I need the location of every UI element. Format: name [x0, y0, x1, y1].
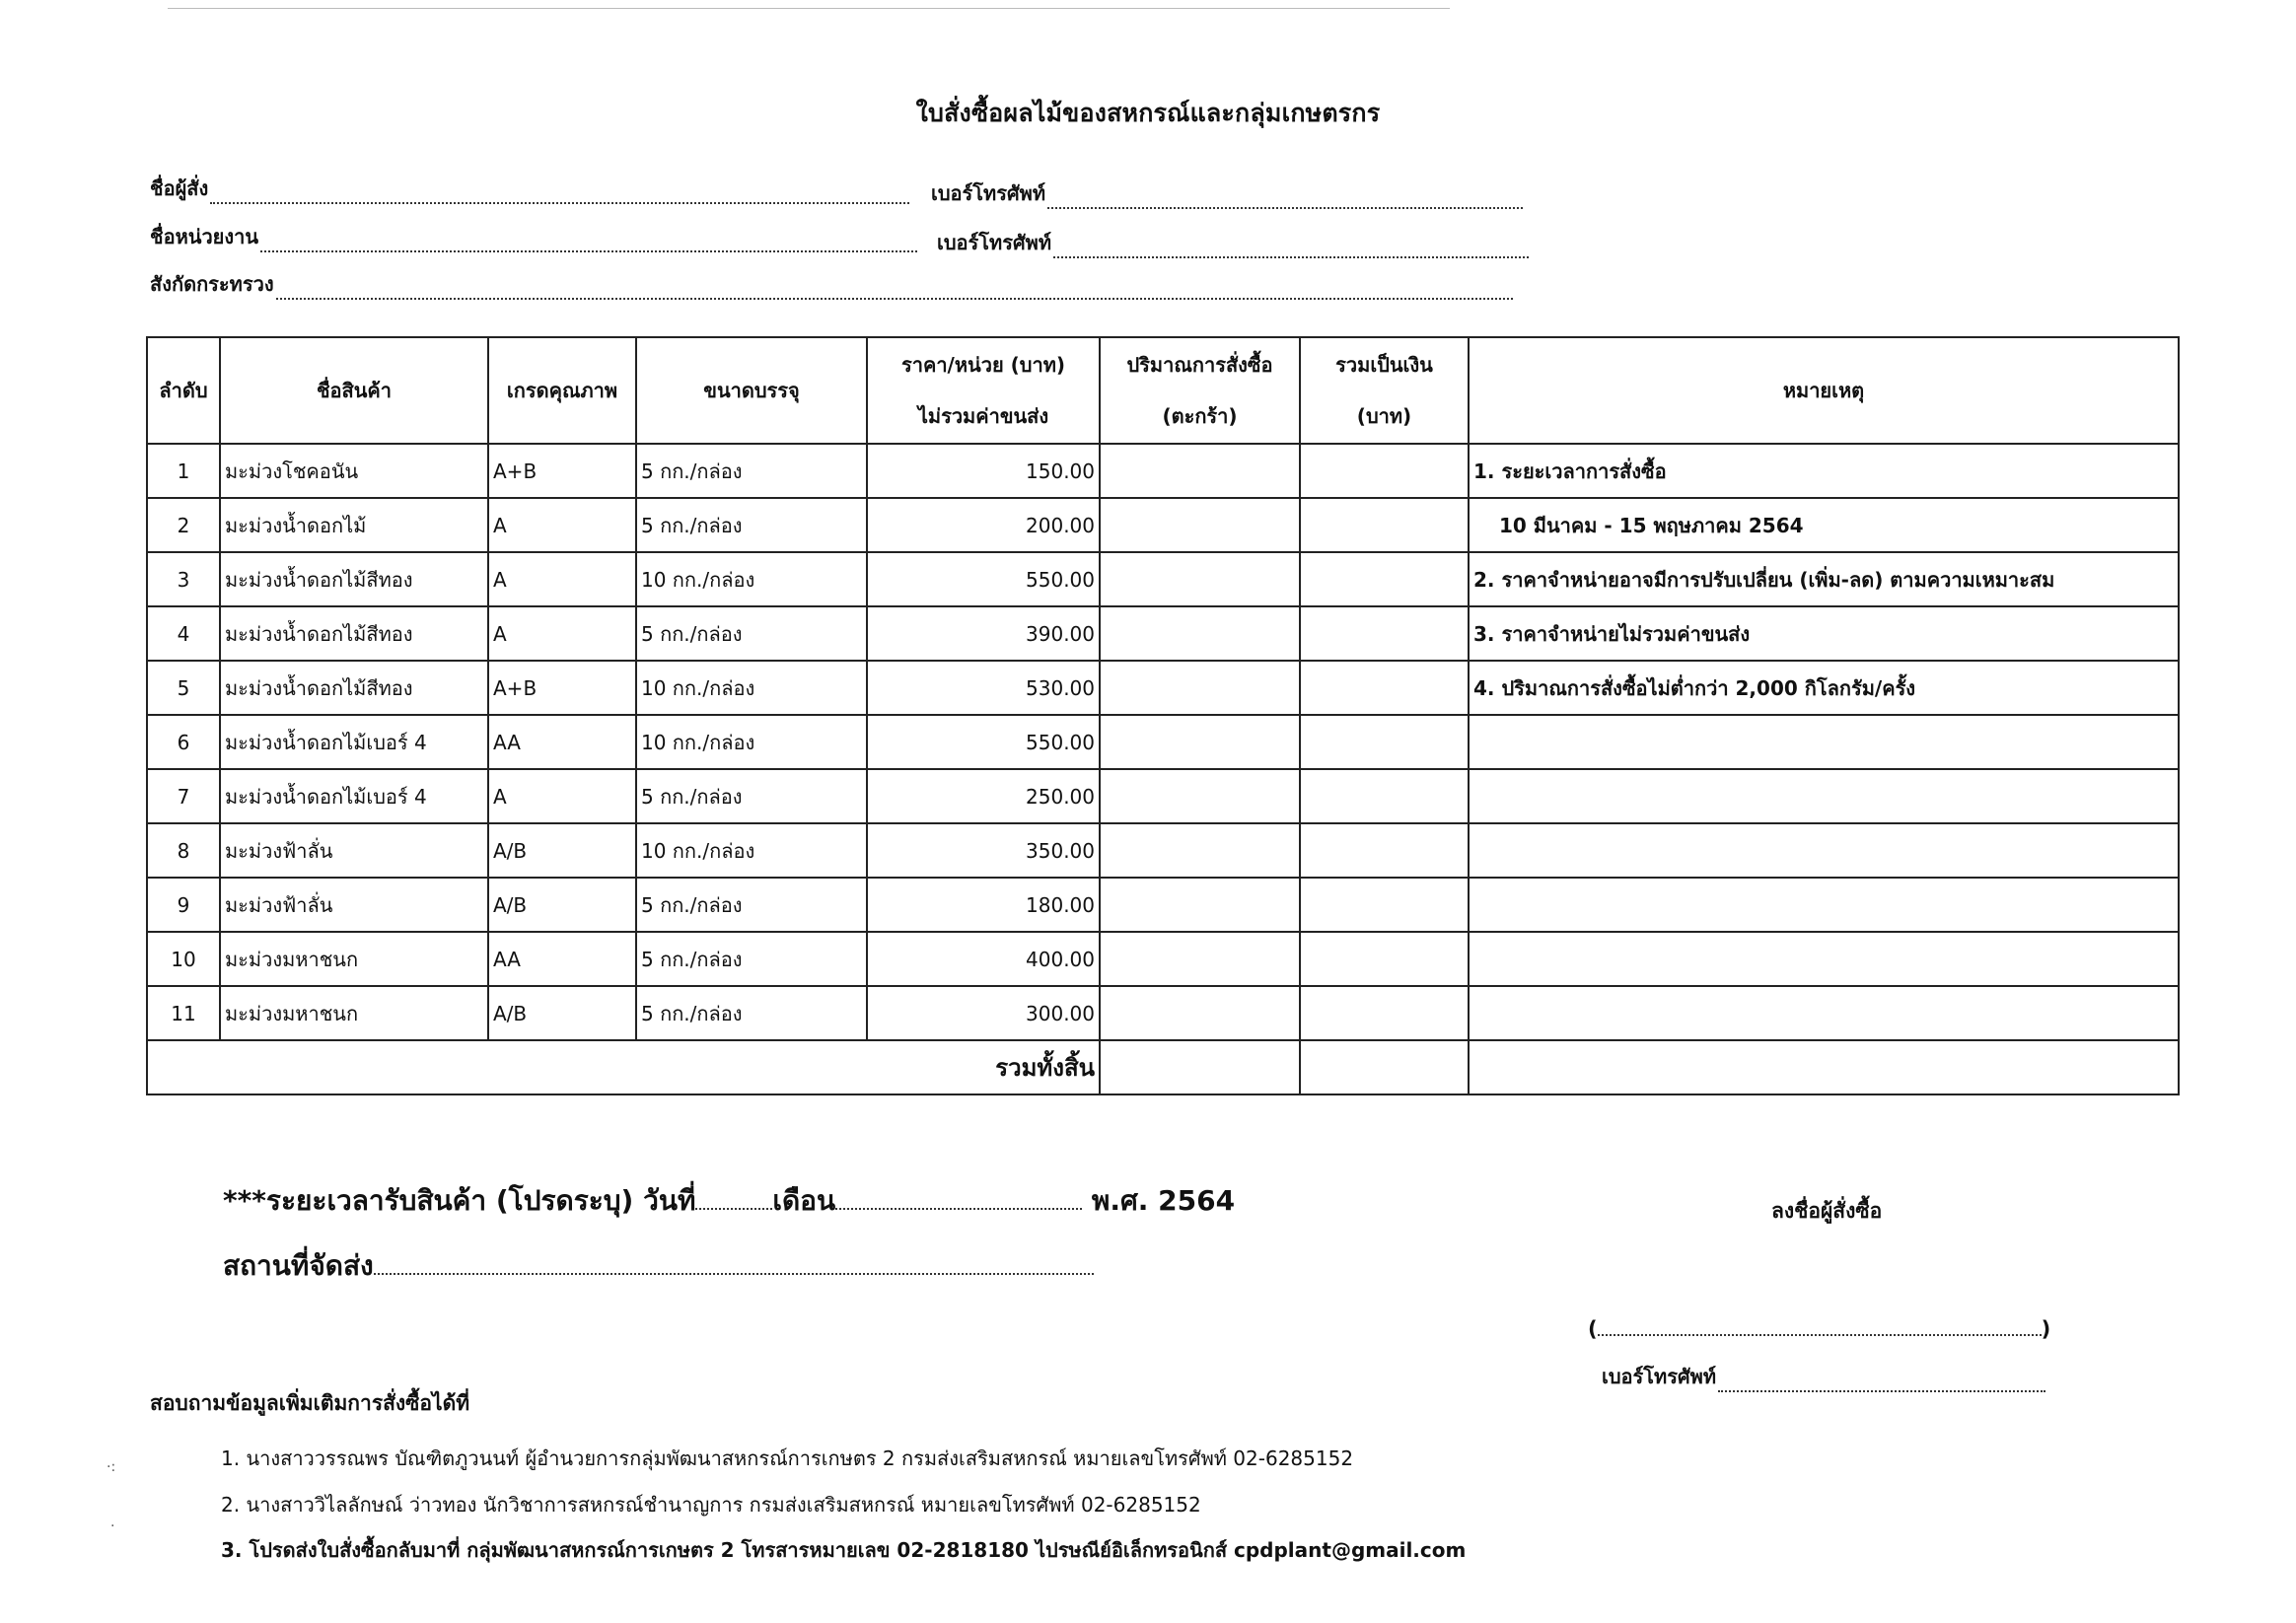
- grand-total-quantity[interactable]: [1100, 1040, 1300, 1094]
- unit-price: 250.00: [867, 769, 1100, 823]
- table-row: [147, 661, 2179, 715]
- buyer-name-field[interactable]: [150, 173, 909, 204]
- product-name: มะม่วงโชคอนัน: [220, 444, 488, 498]
- row-number: 1: [147, 444, 220, 498]
- pickup-day-dots: [695, 1186, 772, 1210]
- order-table: [146, 336, 2180, 1095]
- header-price-line1: ราคา/หน่วย (บาท): [900, 353, 1066, 377]
- row-number: 10: [147, 932, 220, 986]
- product-name: มะม่วงมหาชนก: [220, 986, 488, 1040]
- table-row: [147, 444, 2179, 498]
- package-size: 5 กก./กล่อง: [636, 986, 867, 1040]
- note-cell: 3. ราคาจำหน่ายไม่รวมค่าขนส่ง: [1469, 606, 2179, 661]
- sum-cell[interactable]: [1300, 552, 1469, 606]
- pickup-month-dots: [835, 1186, 1082, 1210]
- phone-label-2: เบอร์โทรศัพท์: [937, 231, 1052, 254]
- quality-grade: A/B: [488, 986, 636, 1040]
- header-sum-line2: (บาท): [1356, 404, 1412, 428]
- package-size: 5 กก./กล่อง: [636, 932, 867, 986]
- product-name: มะม่วงน้ำดอกไม้สีทอง: [220, 606, 488, 661]
- quantity-cell[interactable]: [1100, 932, 1300, 986]
- table-row: [147, 878, 2179, 932]
- total-note-cell: [1469, 1040, 2179, 1094]
- product-name: มะม่วงน้ำดอกไม้สีทอง: [220, 552, 488, 606]
- pickup-year: พ.ศ. 2564: [1091, 1184, 1236, 1217]
- header-price: [867, 337, 1100, 444]
- signature-dots: [1598, 1320, 2042, 1336]
- signature-close-paren: ): [2041, 1317, 2051, 1341]
- header-price-line2: ไม่รวมค่าขนส่ง: [917, 404, 1049, 428]
- header-package: ขนาดบรรจุ: [636, 337, 867, 444]
- phone-label-1: เบอร์โทรศัพท์: [931, 181, 1046, 205]
- note-cell: 4. ปริมาณการสั่งซื้อไม่ต่ำกว่า 2,000 กิโลกรัม/ครั้ง: [1469, 661, 2179, 715]
- quality-grade: A: [488, 552, 636, 606]
- product-name: มะม่วงน้ำดอกไม้สีทอง: [220, 661, 488, 715]
- sum-cell[interactable]: [1300, 715, 1469, 769]
- product-name: มะม่วงน้ำดอกไม้เบอร์ 4: [220, 769, 488, 823]
- total-row: [147, 1040, 2179, 1094]
- header-quantity-line2: (ตะกร้า): [1162, 404, 1238, 428]
- quantity-cell[interactable]: [1100, 715, 1300, 769]
- product-name: มะม่วงฟ้าลั่น: [220, 823, 488, 878]
- scan-speck: ·: [110, 1518, 115, 1534]
- header-no: ลำดับ: [147, 337, 220, 444]
- row-number: 7: [147, 769, 220, 823]
- pickup-month-label: เดือน: [772, 1184, 836, 1217]
- row-number: 9: [147, 878, 220, 932]
- quality-grade: A+B: [488, 444, 636, 498]
- sum-cell[interactable]: [1300, 878, 1469, 932]
- grand-total-sum[interactable]: [1300, 1040, 1469, 1094]
- sum-cell[interactable]: [1300, 932, 1469, 986]
- note-cell: 2. ราคาจำหน่ายอาจมีการปรับเปลี่ยน (เพิ่ม-ลด) ตามความเหมาะสม: [1469, 552, 2179, 606]
- signature-line[interactable]: [1588, 1317, 2050, 1341]
- sum-cell[interactable]: [1300, 444, 1469, 498]
- header-product: ชื่อสินค้า: [220, 337, 488, 444]
- grand-total-label: รวมทั้งสิ้น: [147, 1040, 1100, 1094]
- package-size: 10 กก./กล่อง: [636, 552, 867, 606]
- sum-cell[interactable]: [1300, 498, 1469, 552]
- product-name: มะม่วงมหาชนก: [220, 932, 488, 986]
- buyer-name-label: ชื่อผู้สั่ง: [150, 176, 209, 200]
- delivery-dots: [374, 1251, 1094, 1275]
- phone-field-1[interactable]: [931, 177, 1523, 209]
- quality-grade: AA: [488, 932, 636, 986]
- note-cell: [1469, 932, 2179, 986]
- form-title: [0, 94, 2296, 133]
- note-cell: [1469, 986, 2179, 1040]
- unit-price: 200.00: [867, 498, 1100, 552]
- unit-price: 400.00: [867, 932, 1100, 986]
- table-row: [147, 769, 2179, 823]
- note-cell: [1469, 715, 2179, 769]
- row-number: 6: [147, 715, 220, 769]
- agency-name-label: ชื่อหน่วยงาน: [150, 225, 259, 248]
- quantity-cell[interactable]: [1100, 823, 1300, 878]
- package-size: 10 กก./กล่อง: [636, 823, 867, 878]
- quality-grade: AA: [488, 715, 636, 769]
- quality-grade: A: [488, 606, 636, 661]
- quantity-cell[interactable]: [1100, 498, 1300, 552]
- package-size: 5 กก./กล่อง: [636, 498, 867, 552]
- package-size: 5 กก./กล่อง: [636, 769, 867, 823]
- package-size: 10 กก./กล่อง: [636, 661, 867, 715]
- quantity-cell[interactable]: [1100, 661, 1300, 715]
- note-cell: 1. ระยะเวลาการสั่งซื้อ: [1469, 444, 2179, 498]
- table-row: [147, 823, 2179, 878]
- contacts-heading: สอบถามข้อมูลเพิ่มเติมการสั่งซื้อได้ที่: [150, 1391, 470, 1415]
- header-quantity: [1100, 337, 1300, 444]
- table-row: [147, 606, 2179, 661]
- unit-price: 390.00: [867, 606, 1100, 661]
- quantity-cell[interactable]: [1100, 878, 1300, 932]
- contact-item-1: 1. นางสาววรรณพร บัณฑิตภูวนนท์ ผู้อำนวยการกลุ่มพัฒนาสหกรณ์การเกษตร 2 กรมส่งเสริมสหกรณ์ หมายเลขโทรศัพท์ 02-6285152: [221, 1447, 1354, 1470]
- phone-dotted-line-2: [1053, 239, 1529, 258]
- sum-cell[interactable]: [1300, 769, 1469, 823]
- row-number: 2: [147, 498, 220, 552]
- unit-price: 550.00: [867, 552, 1100, 606]
- quality-grade: A: [488, 769, 636, 823]
- signature-phone-label: เบอร์โทรศัพท์: [1602, 1365, 1717, 1388]
- quantity-cell[interactable]: [1100, 769, 1300, 823]
- delivery-place-line[interactable]: [223, 1244, 1094, 1288]
- unit-price: 150.00: [867, 444, 1100, 498]
- table-row: [147, 552, 2179, 606]
- quantity-cell[interactable]: [1100, 986, 1300, 1040]
- row-number: 8: [147, 823, 220, 878]
- note-cell: [1469, 823, 2179, 878]
- quantity-cell[interactable]: [1100, 606, 1300, 661]
- quantity-cell[interactable]: [1100, 552, 1300, 606]
- signature-open-paren: (: [1588, 1317, 1598, 1341]
- sum-cell[interactable]: [1300, 986, 1469, 1040]
- sum-cell[interactable]: [1300, 606, 1469, 661]
- signature-phone-dots: [1718, 1373, 2045, 1392]
- product-name: มะม่วงฟ้าลั่น: [220, 878, 488, 932]
- unit-price: 300.00: [867, 986, 1100, 1040]
- signature-label: ลงชื่อผู้สั่งซื้อ: [1771, 1199, 1883, 1223]
- header-sum-line1: รวมเป็นเงิน: [1335, 353, 1433, 377]
- unit-price: 350.00: [867, 823, 1100, 878]
- package-size: 5 กก./กล่อง: [636, 606, 867, 661]
- ministry-field[interactable]: [150, 268, 1513, 300]
- note-cell: [1469, 769, 2179, 823]
- pickup-label: ***ระยะเวลารับสินค้า (โปรดระบุ) วันที่: [223, 1184, 696, 1217]
- quality-grade: A/B: [488, 878, 636, 932]
- scan-speck: ·:: [107, 1459, 116, 1475]
- agency-dotted-line: [260, 233, 917, 252]
- pickup-date-line[interactable]: [223, 1179, 1235, 1223]
- row-number: 4: [147, 606, 220, 661]
- header-notes: หมายเหตุ: [1469, 337, 2179, 444]
- row-number: 11: [147, 986, 220, 1040]
- order-table-body: [147, 444, 2179, 1094]
- table-row: [147, 932, 2179, 986]
- sum-cell[interactable]: [1300, 661, 1469, 715]
- ministry-dotted-line: [276, 280, 1513, 300]
- quality-grade: A: [488, 498, 636, 552]
- buyer-name-dotted-line: [210, 184, 909, 204]
- table-row: [147, 498, 2179, 552]
- row-number: 5: [147, 661, 220, 715]
- agency-name-field[interactable]: [150, 221, 917, 252]
- form-title-text: ใบสั่งซื้อผลไม้ของสหกรณ์และกลุ่มเกษตรกร: [915, 99, 1381, 127]
- product-name: มะม่วงน้ำดอกไม้เบอร์ 4: [220, 715, 488, 769]
- scan-artifact-line: [168, 8, 1450, 9]
- note-cell: 10 มีนาคม - 15 พฤษภาคม 2564: [1469, 498, 2179, 552]
- package-size: 10 กก./กล่อง: [636, 715, 867, 769]
- quality-grade: A/B: [488, 823, 636, 878]
- unit-price: 180.00: [867, 878, 1100, 932]
- delivery-label: สถานที่จัดส่ง: [223, 1249, 374, 1282]
- table-header-row: [147, 337, 2179, 444]
- contact-item-3: 3. โปรดส่งใบสั่งซื้อกลับมาที่ กลุ่มพัฒนาสหกรณ์การเกษตร 2 โทรสารหมายเลข 02-2818180 ไปรษณีย์อิเล็กทรอนิกส์ cpdplant@gmail.com: [221, 1538, 1467, 1562]
- header-sum: [1300, 337, 1469, 444]
- header-grade: เกรดคุณภาพ: [488, 337, 636, 444]
- row-number: 3: [147, 552, 220, 606]
- table-row: [147, 986, 2179, 1040]
- package-size: 5 กก./กล่อง: [636, 878, 867, 932]
- contact-item-2: 2. นางสาววิไลลักษณ์ ว่าวทอง นักวิชาการสหกรณ์ชำนาญการ กรมส่งเสริมสหกรณ์ หมายเลขโทรศัพท์ 02-6285152: [221, 1493, 1201, 1517]
- signature-phone-field[interactable]: [1602, 1361, 2045, 1392]
- unit-price: 550.00: [867, 715, 1100, 769]
- quality-grade: A+B: [488, 661, 636, 715]
- quantity-cell[interactable]: [1100, 444, 1300, 498]
- phone-dotted-line-1: [1047, 189, 1523, 209]
- ministry-label: สังกัดกระทรวง: [150, 272, 274, 296]
- sum-cell[interactable]: [1300, 823, 1469, 878]
- phone-field-2[interactable]: [937, 227, 1529, 258]
- package-size: 5 กก./กล่อง: [636, 444, 867, 498]
- header-quantity-line1: ปริมาณการสั่งซื้อ: [1126, 353, 1273, 377]
- product-name: มะม่วงน้ำดอกไม้: [220, 498, 488, 552]
- unit-price: 530.00: [867, 661, 1100, 715]
- note-cell: [1469, 878, 2179, 932]
- table-row: [147, 715, 2179, 769]
